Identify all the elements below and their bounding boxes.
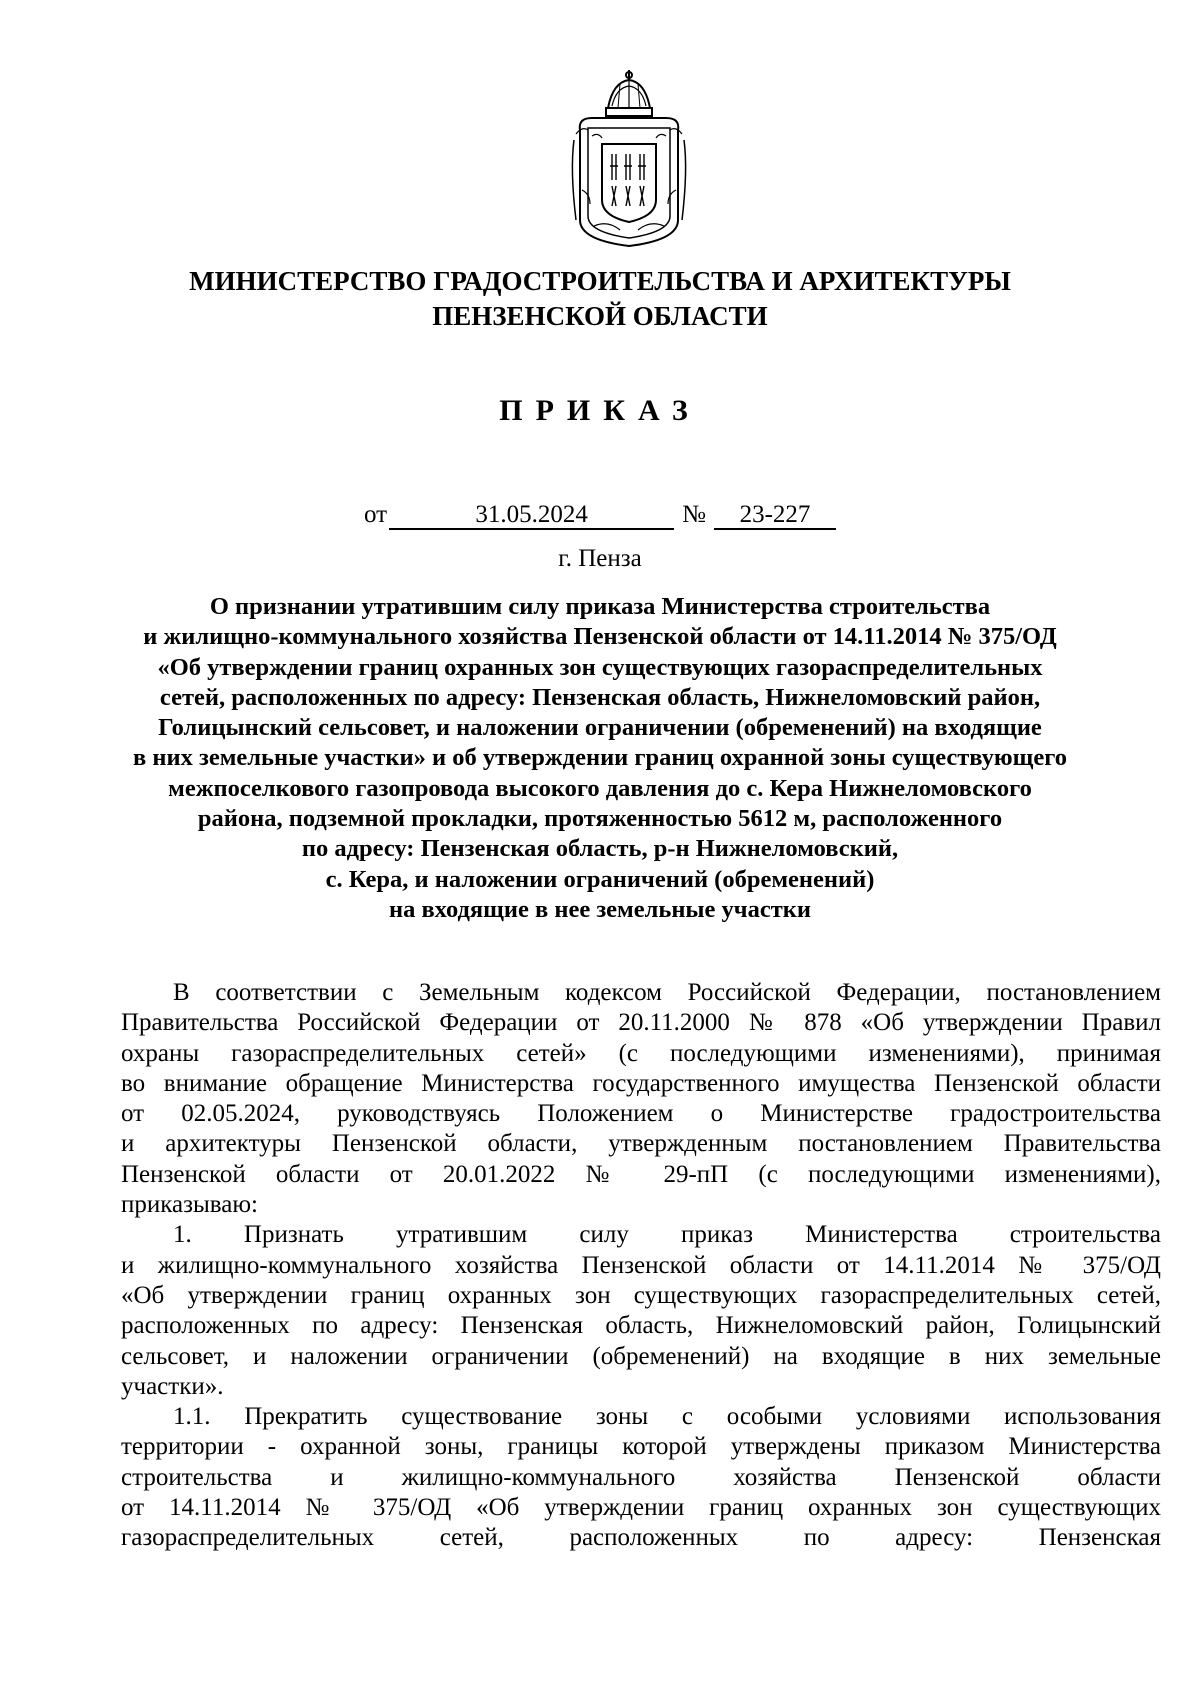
number-sign: №	[682, 501, 706, 528]
ministry-name	[0, 264, 1200, 334]
title-line: района, подземной прокладки, протяженностью 5612 м, расположенного	[197, 805, 1003, 833]
body-line: В соответствии с Земельным кодексом Российской Федерации, постановлением	[173, 979, 1161, 1006]
title-line: по адресу: Пензенская область, р-н Нижнеломовский,	[301, 835, 899, 863]
title-line: «Об утверждении границ охранных зон существующих газораспределительных	[157, 653, 1043, 681]
title-line: О признании утратившим силу приказа Министерства строительства	[209, 593, 991, 620]
body-line: Правительства Российской Федерации от 20.11.2000 № 878 «Об утверждении Правил	[121, 1009, 1161, 1037]
body-line: территории - охранной зоны, границы которой утверждены приказом Министерства	[121, 1433, 1161, 1461]
body-line: участки».	[121, 1372, 224, 1400]
body-line: строительства и жилищно-коммунального хозяйства Пензенской области	[121, 1463, 1161, 1491]
body-line: расположенных по адресу: Пензенская область, Нижнеломовский район, Голицынский	[121, 1312, 1161, 1340]
title-line: межпоселкового газопровода высокого давления до с. Кера Нижнеломовского	[168, 774, 1032, 802]
ministry-name-line-2: ПЕНЗЕНСКОЙ ОБЛАСТИ	[432, 301, 768, 331]
city-name: г. Пенза	[558, 545, 642, 572]
date-prefix: от	[364, 501, 388, 528]
document-date: 31.05.2024	[389, 502, 674, 530]
document-body	[121, 978, 1161, 1554]
title-line: Голицынский сельсовет, и наложении ограничении (обременений) на входящие	[158, 714, 1042, 742]
title-line: сетей, расположенных по адресу: Пензенская область, Нижнеломовский район,	[159, 683, 1041, 711]
body-line: Пензенской области от 20.01.2022 № 29-пП (с последующими изменениями),	[121, 1160, 1161, 1188]
document-number: 23-227	[714, 502, 836, 530]
body-line: и жилищно-коммунального хозяйства Пензенской области от 14.11.2014 № 375/ОД	[121, 1251, 1161, 1279]
title-line: в них земельные участки» и об утверждении границ охранной зоны существующего	[133, 744, 1067, 772]
body-line: сельсовет, и наложении ограничении (обременений) на входящие в них земельные	[121, 1342, 1161, 1370]
body-line: охраны газораспределительных сетей» (с последующими изменениями), принимая	[121, 1039, 1161, 1067]
title-line: на входящие в нее земельные участки	[388, 895, 812, 923]
date-number-line	[0, 501, 1200, 530]
body-line: приказываю:	[121, 1191, 258, 1219]
document-title	[100, 592, 1100, 925]
body-line: от 14.11.2014 № 375/ОД «Об утверждении границ охранных зон существующих	[121, 1494, 1161, 1522]
title-line: и жилищно-коммунального хозяйства Пензенской области от 14.11.2014 № 375/ОД	[143, 623, 1057, 651]
ministry-name-line-1: МИНИСТЕРСТВО ГРАДОСТРОИТЕЛЬСТВА И АРХИТЕКТУРЫ	[189, 266, 1011, 296]
body-line: 1.1. Прекратить существование зоны с особыми условиями использования	[173, 1403, 1161, 1431]
title-line: с. Кера, и наложении ограничений (обременений)	[325, 865, 875, 893]
body-line: во внимание обращение Министерства государственного имущества Пензенской области	[121, 1069, 1161, 1097]
body-line: от 02.05.2024, руководствуясь Положением о Министерстве градостроительства	[121, 1100, 1161, 1128]
body-line: и архитектуры Пензенской области, утвержденным постановлением Правительства	[121, 1130, 1161, 1158]
coat-of-arms-emblem	[568, 70, 690, 248]
body-line: «Об утверждении границ охранных зон существующих газораспределительных сетей,	[121, 1281, 1161, 1309]
body-line: газораспределительных сетей, расположенных по адресу: Пензенская	[121, 1524, 1161, 1552]
document-type-heading: ПРИКАЗ	[499, 394, 701, 427]
body-line: 1. Признать утратившим силу приказ Министерства строительства	[173, 1221, 1161, 1249]
